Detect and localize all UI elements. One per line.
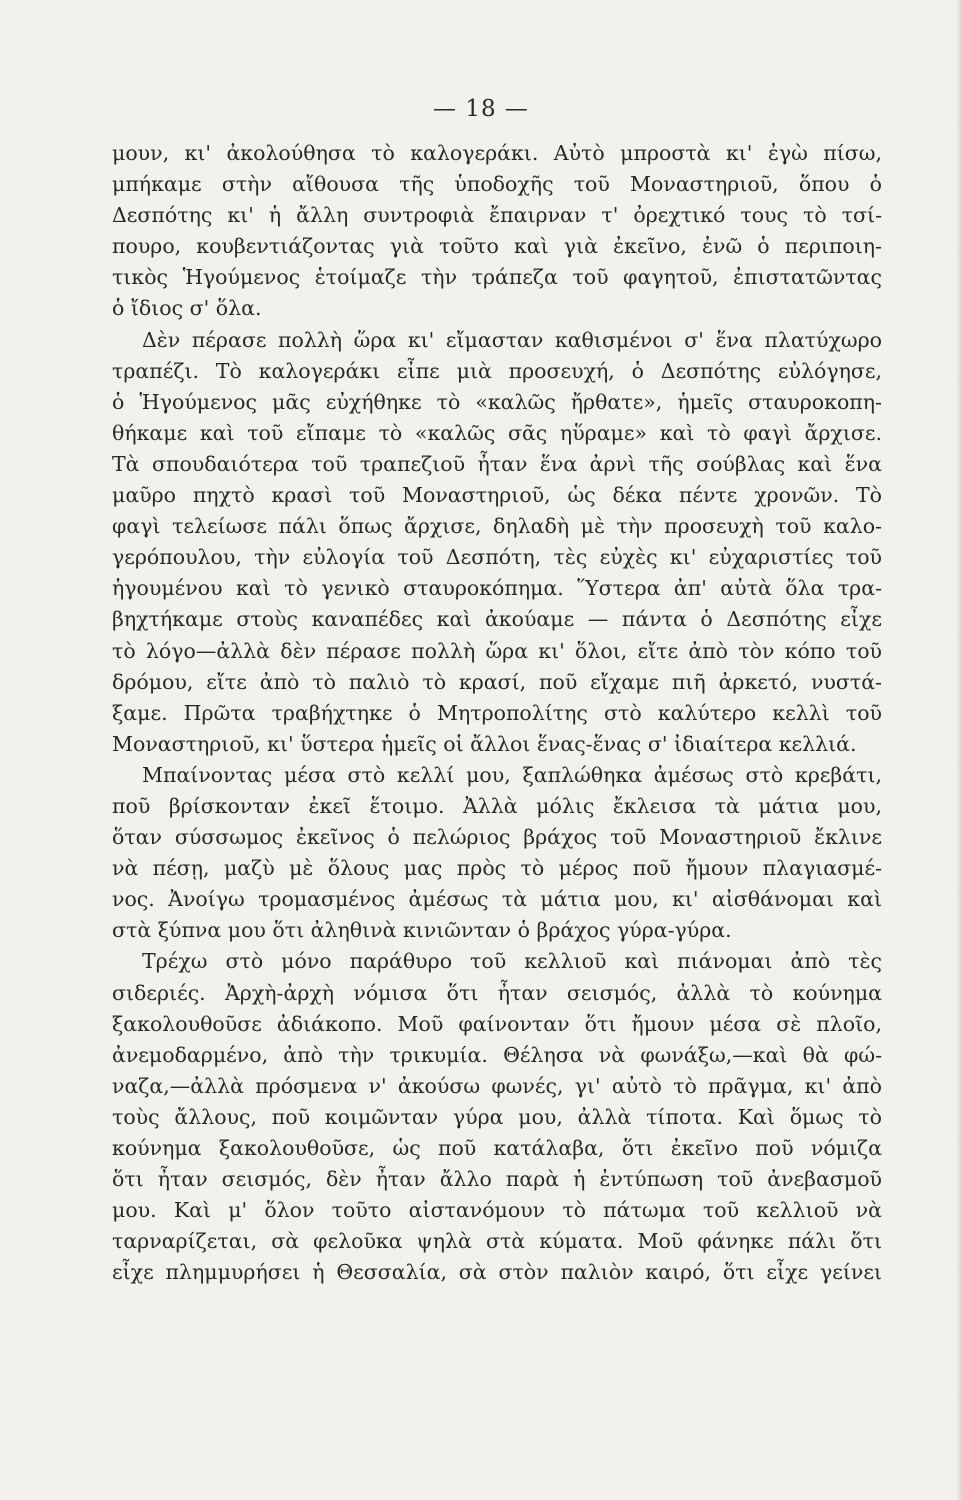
- text-line: μουν, κι' ἀκολούθησα τὸ καλογεράκι. Αὐτὸ μπροστὰ κι' ἐγὼ πίσω,: [112, 141, 882, 165]
- text-line: κούνημα ξακολουθοῦσε, ὡς ποῦ κατάλαβα, ὅτι ἐκεῖνο ποῦ νόμιζα: [112, 1136, 882, 1160]
- text-line: Δεσπότης κι' ἡ ἄλλη συντροφιὰ ἔπαιρναν τ' ὀρεχτικό τους τὸ τσί-: [112, 203, 882, 228]
- text-line: θήκαμε καὶ τοῦ εἴπαμε τὸ «καλῶς σᾶς ηὕραμε» καὶ τὸ φαγὶ ἄρχισε.: [112, 420, 882, 445]
- text-line: βηχτήκαμε στοὺς καναπέδες καὶ ἀκούαμε — πάντα ὁ Δεσπότης εἶχε: [112, 607, 882, 632]
- text-line: μου. Καὶ μ' ὅλον τοῦτο αἰστανόμουν τὸ πάτωμα τοῦ κελλιοῦ νὰ: [112, 1198, 882, 1223]
- text-line: ὅτι ἦταν σεισμός, δὲν ἦταν ἄλλο παρὰ ἡ ἐντύπωση τοῦ ἀνεβασμοῦ: [112, 1167, 882, 1192]
- text-line: ἡγουμένου καὶ τὸ γενικὸ σταυροκόπημα. Ὕστερα ἀπ' αὐτὰ ὅλα τρα-: [112, 576, 882, 601]
- text-line: Μπαίνοντας μέσα στὸ κελλί μου, ξαπλώθηκα ἀμέσως στὸ κρεβάτι,: [142, 762, 882, 787]
- text-line: τραπέζι. Τὸ καλογεράκι εἶπε μιὰ προσευχή, ὁ Δεσπότης εὐλόγησε,: [112, 358, 882, 383]
- text-line: ναζα,—ἀλλὰ πρόσμενα ν' ἀκούσω φωνές, γι' αὐτὸ τὸ πρᾶγμα, κι' ἀπὸ: [112, 1073, 882, 1098]
- text-line: Τὰ σπουδαιότερα τοῦ τραπεζιοῦ ἦταν ἕνα ἀρνὶ τῆς σούβλας καὶ ἕνα: [112, 451, 882, 476]
- text-line: Δὲν πέρασε πολλὴ ὥρα κι' εἴμασταν καθισμένοι σ' ἕνα πλατύχωρο: [142, 327, 882, 352]
- text-line: ξαμε. Πρῶτα τραβήχτηκε ὁ Μητροπολίτης στὸ καλύτερο κελλὶ τοῦ: [112, 700, 882, 725]
- body-text: [112, 138, 882, 1288]
- text-line: γερόπουλου, τὴν εὐλογία τοῦ Δεσπότη, τὲς εὐχὲς κι' εὐχαριστίες τοῦ: [112, 545, 882, 570]
- text-line: ὁ Ἡγούμενος μᾶς εὐχήθηκε τὸ «καλῶς ἤρθατε», ἡμεῖς σταυροκοπη-: [112, 389, 882, 414]
- text-line: ταρναρίζεται, σὰ φελοῦκα ψηλὰ στὰ κύματα. Μοῦ φάνηκε πάλι ὅτι: [112, 1229, 882, 1254]
- text-line: ξακολουθοῦσε ἀδιάκοπο. Μοῦ φαίνονταν ὅτι ἤμουν μέσα σὲ πλοῖο,: [112, 1011, 882, 1036]
- text-line: σιδεριές. Ἀρχὴ-ἀρχὴ νόμισα ὅτι ἦταν σεισμός, ἀλλὰ τὸ κούνημα: [112, 980, 882, 1005]
- text-line: νος. Ἀνοίγω τρομασμένος ἀμέσως τὰ μάτια μου, κι' αἰσθάνομαι καὶ: [112, 887, 882, 912]
- text-line: τοὺς ἄλλους, ποῦ κοιμῶνταν γύρα μου, ἀλλὰ τίποτα. Καὶ ὅμως τὸ: [112, 1104, 882, 1129]
- text-line: μαῦρο πηχτὸ κρασὶ τοῦ Μοναστηριοῦ, ὡς δέκα πέντε χρονῶν. Τὸ: [112, 483, 882, 508]
- text-line: εἶχε πλημμυρήσει ἡ Θεσσαλία, σὰ στὸν παλιὸν καιρό, ὅτι εἶχε γείνει: [112, 1260, 882, 1285]
- text-line: δρόμου, εἴτε ἀπὸ τὸ παλιὸ τὸ κρασί, ποῦ εἴχαμε πιῆ ἀρκετό, νυστά-: [112, 669, 882, 694]
- text-line: ποῦ βρίσκονταν ἐκεῖ ἕτοιμο. Ἀλλὰ μόλις ἔκλεισα τὰ μάτια μου,: [112, 793, 882, 818]
- text-line: νὰ πέσῃ, μαζὺ μὲ ὅλους μας πρὸς τὸ μέρος ποῦ ἤμουν πλαγιασμέ-: [112, 856, 882, 881]
- text-line: τὸ λόγο—ἀλλὰ δὲν πέρασε πολλὴ ὥρα κι' ὅλοι, εἴτε ἀπὸ τὸν κόπο τοῦ: [112, 638, 882, 663]
- text-line: ὅταν σύσσωμος ἐκεῖνος ὁ πελώριος βράχος τοῦ Μοναστηριοῦ ἔκλινε: [112, 825, 882, 850]
- text-line: Μοναστηριοῦ, κι' ὕστερα ἡμεῖς οἱ ἄλλοι ἕνας-ἕνας σ' ἰδιαίτερα κελλιά.: [112, 731, 857, 756]
- page-number: — 18 —: [433, 96, 529, 122]
- text-line: Τρέχω στὸ μόνο παράθυρο τοῦ κελλιοῦ καὶ πιάνομαι ἀπὸ τὲς: [142, 949, 882, 974]
- text-line: ἀνεμοδαρμένο, ἀπὸ τὴν τρικυμία. Θέλησα νὰ φωνάξω,—καὶ θὰ φώ-: [112, 1042, 882, 1067]
- text-line: ὁ ἴδιος σ' ὅλα.: [112, 296, 262, 321]
- text-line: μπήκαμε στὴν αἴθουσα τῆς ὑποδοχῆς τοῦ Μοναστηριοῦ, ὅπου ὁ: [112, 172, 882, 197]
- text-line: φαγὶ τελείωσε πάλι ὅπως ἄρχισε, δηλαδὴ μὲ τὴν προσευχὴ τοῦ καλο-: [112, 514, 882, 539]
- text-line: πουρο, κουβεντιάζοντας γιὰ τοῦτο καὶ γιὰ ἐκεῖνο, ἐνῶ ὁ περιποιη-: [112, 234, 882, 259]
- text-line: στὰ ξύπνα μου ὅτι ἀληθινὰ κινιῶνταν ὁ βράχος γύρα-γύρα.: [112, 918, 732, 943]
- text-line: τικὸς Ἡγούμενος ἑτοίμαζε τὴν τράπεζα τοῦ φαγητοῦ, ἐπιστατῶντας: [112, 265, 882, 290]
- scan-edge-shadow: [956, 0, 962, 1500]
